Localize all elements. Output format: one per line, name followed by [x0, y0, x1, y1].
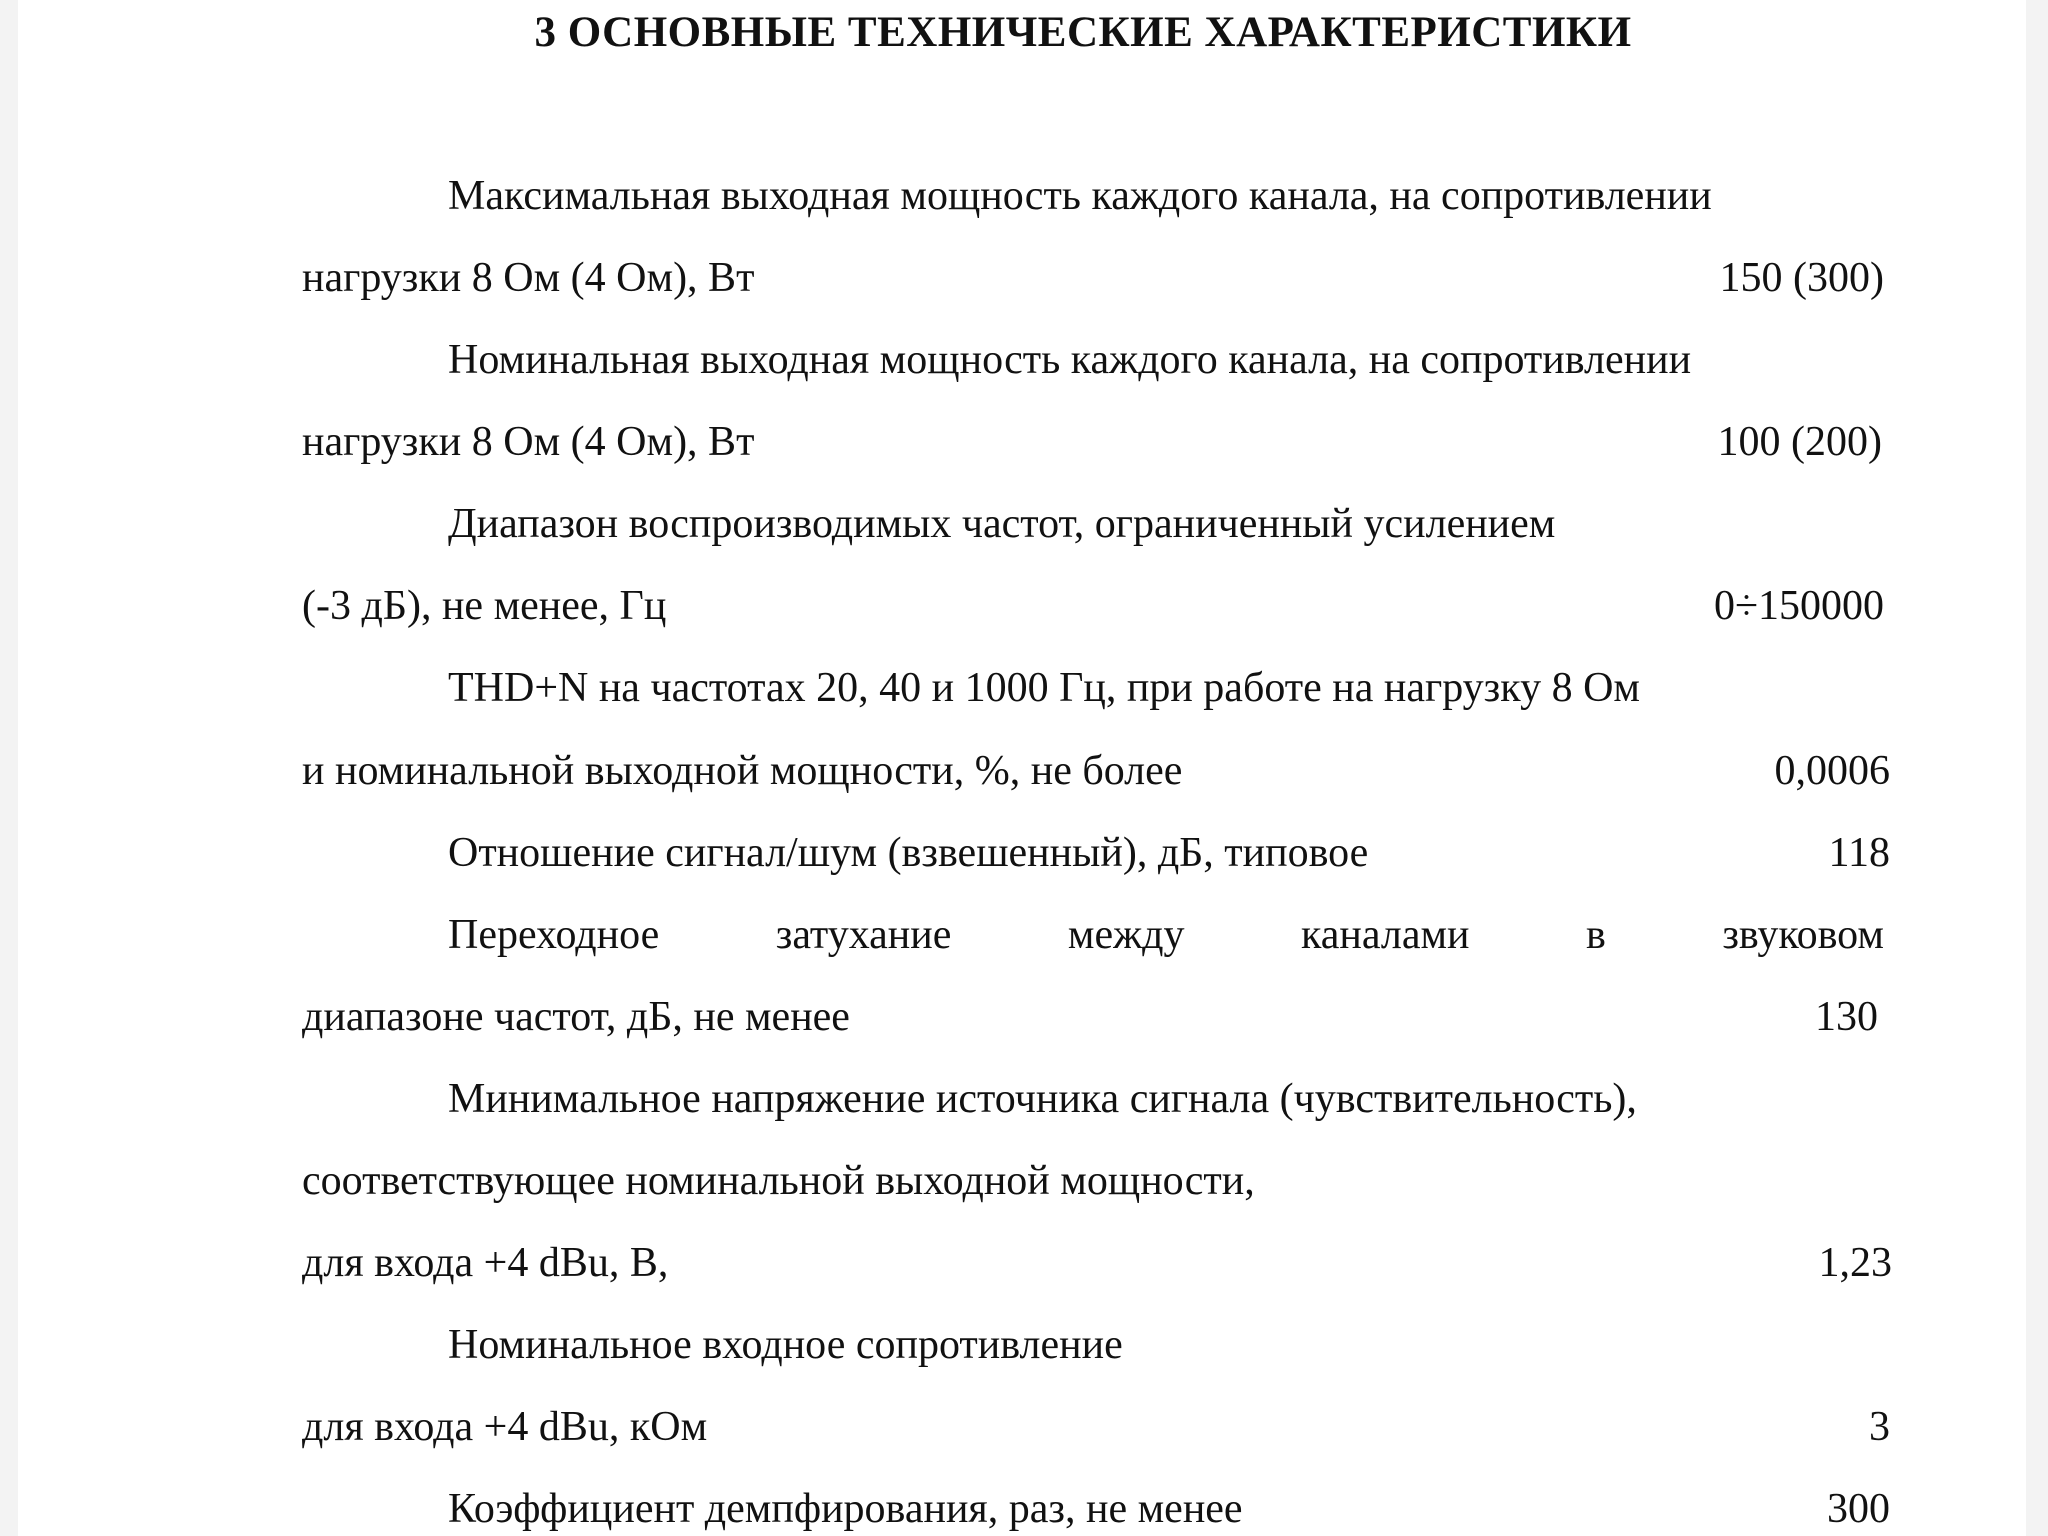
spec-damping-label: Коэффициент демпфирования, раз, не менее: [448, 1486, 1243, 1532]
spec-input-impedance-label-cont: для входа +4 dBu, кОм: [302, 1404, 708, 1450]
spec-thdn-value: 0,0006: [1774, 748, 1890, 794]
spec-max-power-label: Максимальная выходная мощность каждого канала, на сопротивлении: [448, 173, 1712, 219]
spec-max-power-value: 150 (300): [1719, 255, 1884, 301]
spec-snr-value: 118: [1828, 830, 1890, 876]
spec-crosstalk-value: 130: [1815, 994, 1878, 1040]
spec-sensitivity-label: Минимальное напряжение источника сигнала (чувствительность),: [448, 1076, 1637, 1122]
spec-crosstalk-word: звуковом: [1722, 912, 1884, 958]
spec-nominal-power-label-cont: нагрузки 8 Ом (4 Ом), Вт: [302, 419, 755, 465]
spec-sensitivity-label-cont: соответствующее номинальной выходной мощности,: [302, 1158, 1255, 1204]
spec-frequency-range-label: Диапазон воспроизводимых частот, ограниченный усилением: [448, 501, 1556, 547]
spec-crosstalk-label: [448, 905, 1884, 965]
spec-max-power-label-cont: нагрузки 8 Ом (4 Ом), Вт: [302, 255, 755, 301]
spec-nominal-power-label: Номинальная выходная мощность каждого канала, на сопротивлении: [448, 337, 1692, 383]
spec-sensitivity-value: 1,23: [1818, 1240, 1892, 1286]
document-page: [18, 0, 2026, 1536]
section-title: 3 ОСНОВНЫЕ ТЕХНИЧЕСКИЕ ХАРАКТЕРИСТИКИ: [534, 9, 1632, 56]
spec-sensitivity-label-cont2: для входа +4 dBu, В,: [302, 1240, 669, 1286]
spec-crosstalk-word: каналами: [1300, 912, 1470, 958]
spec-damping-value: 300: [1827, 1486, 1890, 1532]
spec-thdn-label-cont: и номинальной выходной мощности, %, не более: [302, 748, 1183, 794]
spec-crosstalk-label-cont: диапазоне частот, дБ, не менее: [302, 994, 850, 1040]
spec-input-impedance-value: 3: [1869, 1404, 1890, 1450]
spec-nominal-power-value: 100 (200): [1717, 419, 1882, 465]
spec-crosstalk-word: между: [1067, 912, 1185, 958]
spec-thdn-label: THD+N на частотах 20, 40 и 1000 Гц, при работе на нагрузку 8 Ом: [448, 665, 1640, 711]
spec-input-impedance-label: Номинальное входное сопротивление: [448, 1322, 1123, 1368]
spec-frequency-range-value: 0÷150000: [1713, 583, 1884, 629]
spec-snr-label: Отношение сигнал/шум (взвешенный), дБ, типовое: [448, 830, 1369, 876]
spec-crosstalk-word: затухание: [775, 912, 952, 958]
spec-frequency-range-label-cont: (-3 дБ), не менее, Гц: [302, 583, 667, 629]
spec-crosstalk-word: в: [1586, 912, 1606, 958]
spec-crosstalk-word: Переходное: [448, 912, 660, 958]
